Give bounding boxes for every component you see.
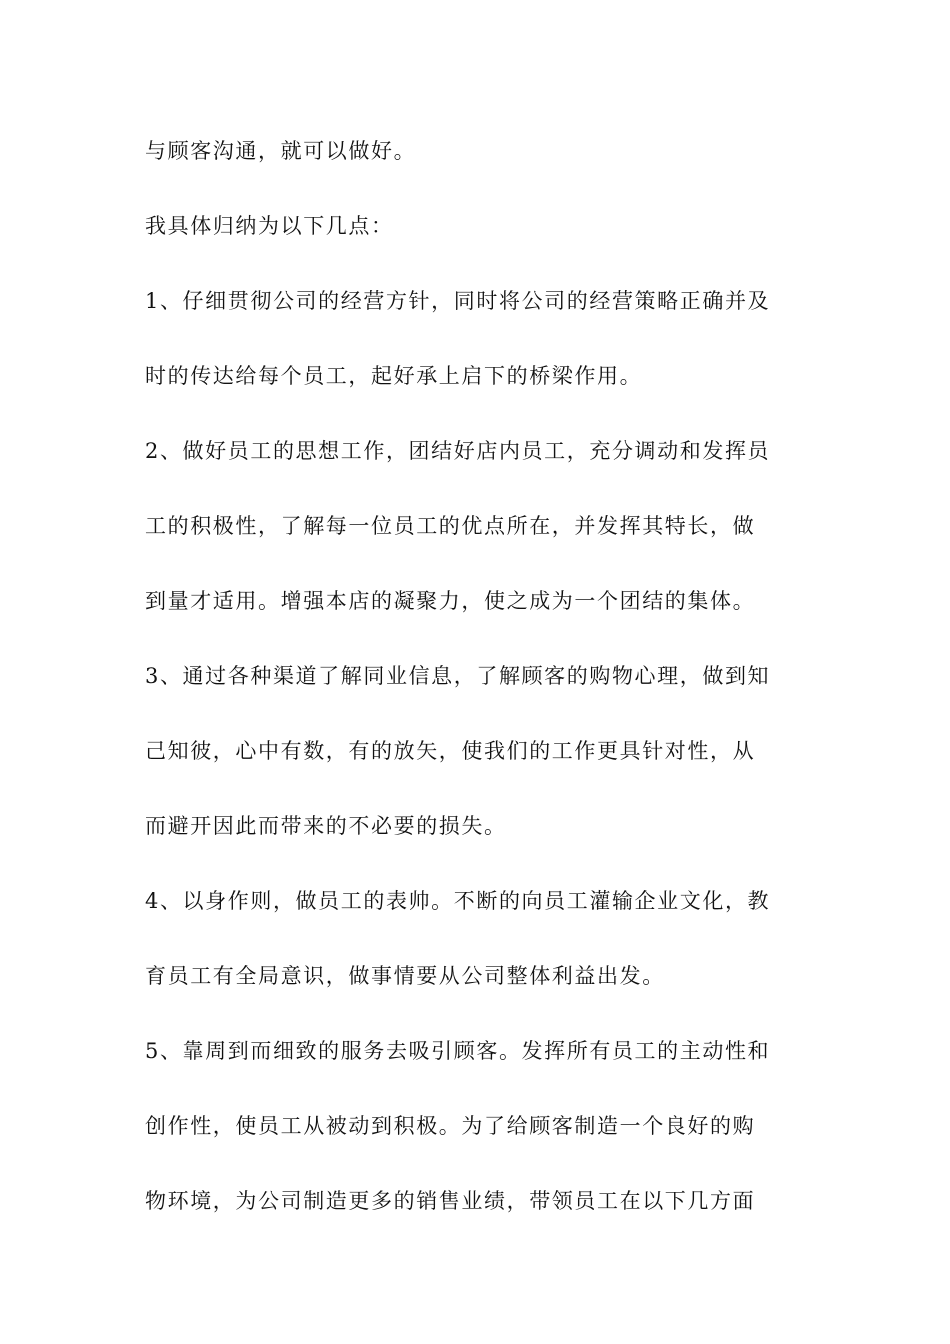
text-line: 1、仔细贯彻公司的经营方针，同时将公司的经营策略正确并及	[145, 289, 771, 313]
text-line: 物环境，为公司制造更多的销售业绩，带领员工在以下几方面	[145, 1189, 756, 1213]
text-line: 到量才适用。增强本店的凝聚力，使之成为一个团结的集体。	[145, 589, 756, 613]
text-line: 我具体归纳为以下几点：	[145, 214, 394, 238]
text-line: 创作性，使员工从被动到积极。为了给顾客制造一个良好的购	[145, 1114, 756, 1138]
text-line: 己知彼，心中有数，有的放矢，使我们的工作更具针对性，从	[145, 739, 756, 763]
text-line: 4、以身作则，做员工的表帅。不断的向员工灌输企业文化，教	[145, 889, 771, 913]
body-text	[145, 128, 807, 1253]
text-line: 2、做好员工的思想工作，团结好店内员工，充分调动和发挥员	[145, 439, 771, 463]
text-line: 时的传达给每个员工，起好承上启下的桥梁作用。	[145, 364, 643, 388]
text-line: 3、通过各种渠道了解同业信息，了解顾客的购物心理，做到知	[145, 664, 771, 688]
text-line: 而避开因此而带来的不必要的损失。	[145, 814, 507, 838]
text-line: 工的积极性，了解每一位员工的优点所在，并发挥其特长，做	[145, 514, 756, 538]
text-line: 育员工有全局意识，做事情要从公司整体利益出发。	[145, 964, 665, 988]
text-line: 5、靠周到而细致的服务去吸引顾客。发挥所有员工的主动性和	[145, 1039, 771, 1063]
text-line: 与顾客沟通，就可以做好。	[145, 139, 417, 163]
